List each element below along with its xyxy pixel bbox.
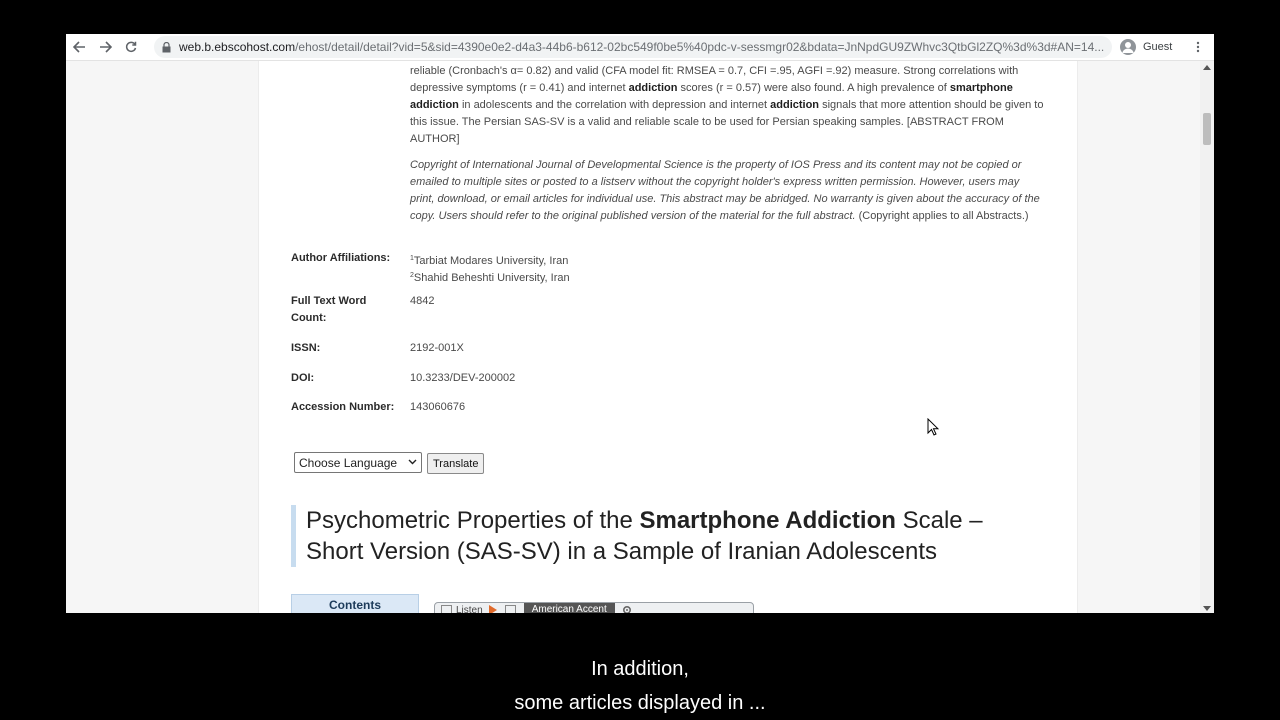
title-segment: Psychometric Properties of the <box>306 507 640 534</box>
page-scrollbar[interactable] <box>1200 61 1214 613</box>
copyright-italic: Copyright of International Journal of Developmental Science is the property of IOS Press and its content may not be copied or emailed to multiple sites or posted to a listserv without the copyright holder's express written permission. However, users may print, download, or email articles for individual use. This abstract may be abridged. No warranty is given about the accuracy of the copy. Users should refer to the original published version of the material for the full abstract. <box>410 159 1040 222</box>
accession-number-value: 143060676 <box>410 401 466 413</box>
browser-window <box>66 34 1214 613</box>
search-term-highlight: addiction <box>770 99 820 111</box>
abstract-segment: in adolescents and the correlation with depression and internet <box>458 99 771 111</box>
translate-button[interactable]: Translate <box>427 453 484 474</box>
reload-button[interactable] <box>118 34 144 60</box>
url-host: web.b.ebscohost.com <box>179 40 296 54</box>
listen-toolbar[interactable] <box>434 602 754 613</box>
profile-button[interactable] <box>1120 36 1172 58</box>
scroll-down-icon[interactable] <box>1203 606 1211 611</box>
browser-toolbar <box>66 34 1214 61</box>
title-segment: Scale – Short Version (SAS-SV) in a Sample of Iranian Adolescents <box>306 507 983 565</box>
person-icon <box>1120 39 1136 55</box>
copyright-notice <box>410 157 1046 225</box>
pause-icon[interactable] <box>505 605 516 614</box>
accession-number-label: Accession Number: <box>291 401 395 413</box>
lock-icon <box>162 42 171 53</box>
doi-label: DOI: <box>291 372 315 384</box>
accent-select[interactable]: American Accent <box>524 603 615 613</box>
language-select[interactable] <box>294 452 422 473</box>
url-path: /ehost/detail/detail?vid=5&sid=4390e0e2-d4a3-44b6-b612-02bc549f0be5%40pdc-v-sessmgr02&bdata=JnNpdGU9ZWhvc3QtbGl2ZQ%3d%3d#AN=14... <box>295 40 1105 54</box>
abstract-segment: reliable (Cronbach's α= 0.82) and valid (CFA model fit: RMSEA = 0.7, CFI =.95, AGFI =.92) measure. Strong correlations with depressive symptoms (r = 0.41) and internet <box>410 65 1019 94</box>
issn-label: ISSN: <box>291 342 321 354</box>
more-vert-icon <box>1196 41 1200 53</box>
forward-button[interactable] <box>92 34 118 60</box>
search-term-highlight: addiction <box>628 82 678 94</box>
word-count-value: 4842 <box>410 295 435 307</box>
back-arrow-icon <box>73 41 86 53</box>
mouse-cursor-icon <box>927 418 939 436</box>
reload-icon <box>125 41 137 53</box>
affiliation-sup: 2 <box>410 272 414 279</box>
author-affiliations-label: Author Affiliations: <box>291 252 391 264</box>
avatar <box>1120 39 1136 55</box>
browser-menu-button[interactable] <box>1188 36 1208 58</box>
subtitle-line-2: some articles displayed in ... <box>514 692 766 714</box>
language-select-value: Choose Language <box>299 455 398 470</box>
scrollbar-thumb[interactable] <box>1203 113 1211 145</box>
back-button[interactable] <box>66 34 92 60</box>
page-viewport <box>66 61 1214 613</box>
scroll-up-icon[interactable] <box>1203 65 1211 70</box>
issn-value: 2192-001X <box>410 342 464 354</box>
abstract-segment: scores (r = 0.57) were also found. A high prevalence of <box>677 82 950 94</box>
address-bar[interactable] <box>154 36 1112 58</box>
settings-icon[interactable] <box>621 604 633 613</box>
abstract-text <box>410 63 1046 148</box>
copyright-tail: (Copyright applies to all Abstracts.) <box>855 210 1029 222</box>
listen-icon <box>441 605 452 614</box>
article-detail-page <box>258 61 1078 613</box>
title-highlight: Smartphone Addiction <box>639 507 896 534</box>
forward-arrow-icon <box>99 41 112 53</box>
play-icon[interactable] <box>489 605 497 613</box>
article-title <box>291 505 1046 567</box>
affiliation-text: Tarbiat Modares University, Iran <box>413 255 569 267</box>
subtitle-line-1: In addition, <box>591 658 689 680</box>
listen-label[interactable]: Listen <box>456 604 483 613</box>
search-term-highlight: smartphone addiction <box>410 82 1013 111</box>
author-affiliation-2 <box>410 267 570 287</box>
chevron-down-icon <box>408 459 417 465</box>
affiliation-text: Shahid Beheshti University, Iran <box>413 272 570 284</box>
contents-tab[interactable]: Contents <box>291 594 419 613</box>
affiliation-sup: 1 <box>410 255 414 262</box>
profile-label: Guest <box>1143 41 1173 53</box>
doi-value: 10.3233/DEV-200002 <box>410 372 516 384</box>
word-count-label: Full Text Word Count: <box>291 295 367 324</box>
video-subtitles <box>0 652 1280 720</box>
abstract-segment: signals that more attention should be given to this issue. The Persian SAS-SV is a valid and reliable scale to be used for Persian speaking samples. [ABSTRACT FROM AUTHOR] <box>410 99 1044 145</box>
